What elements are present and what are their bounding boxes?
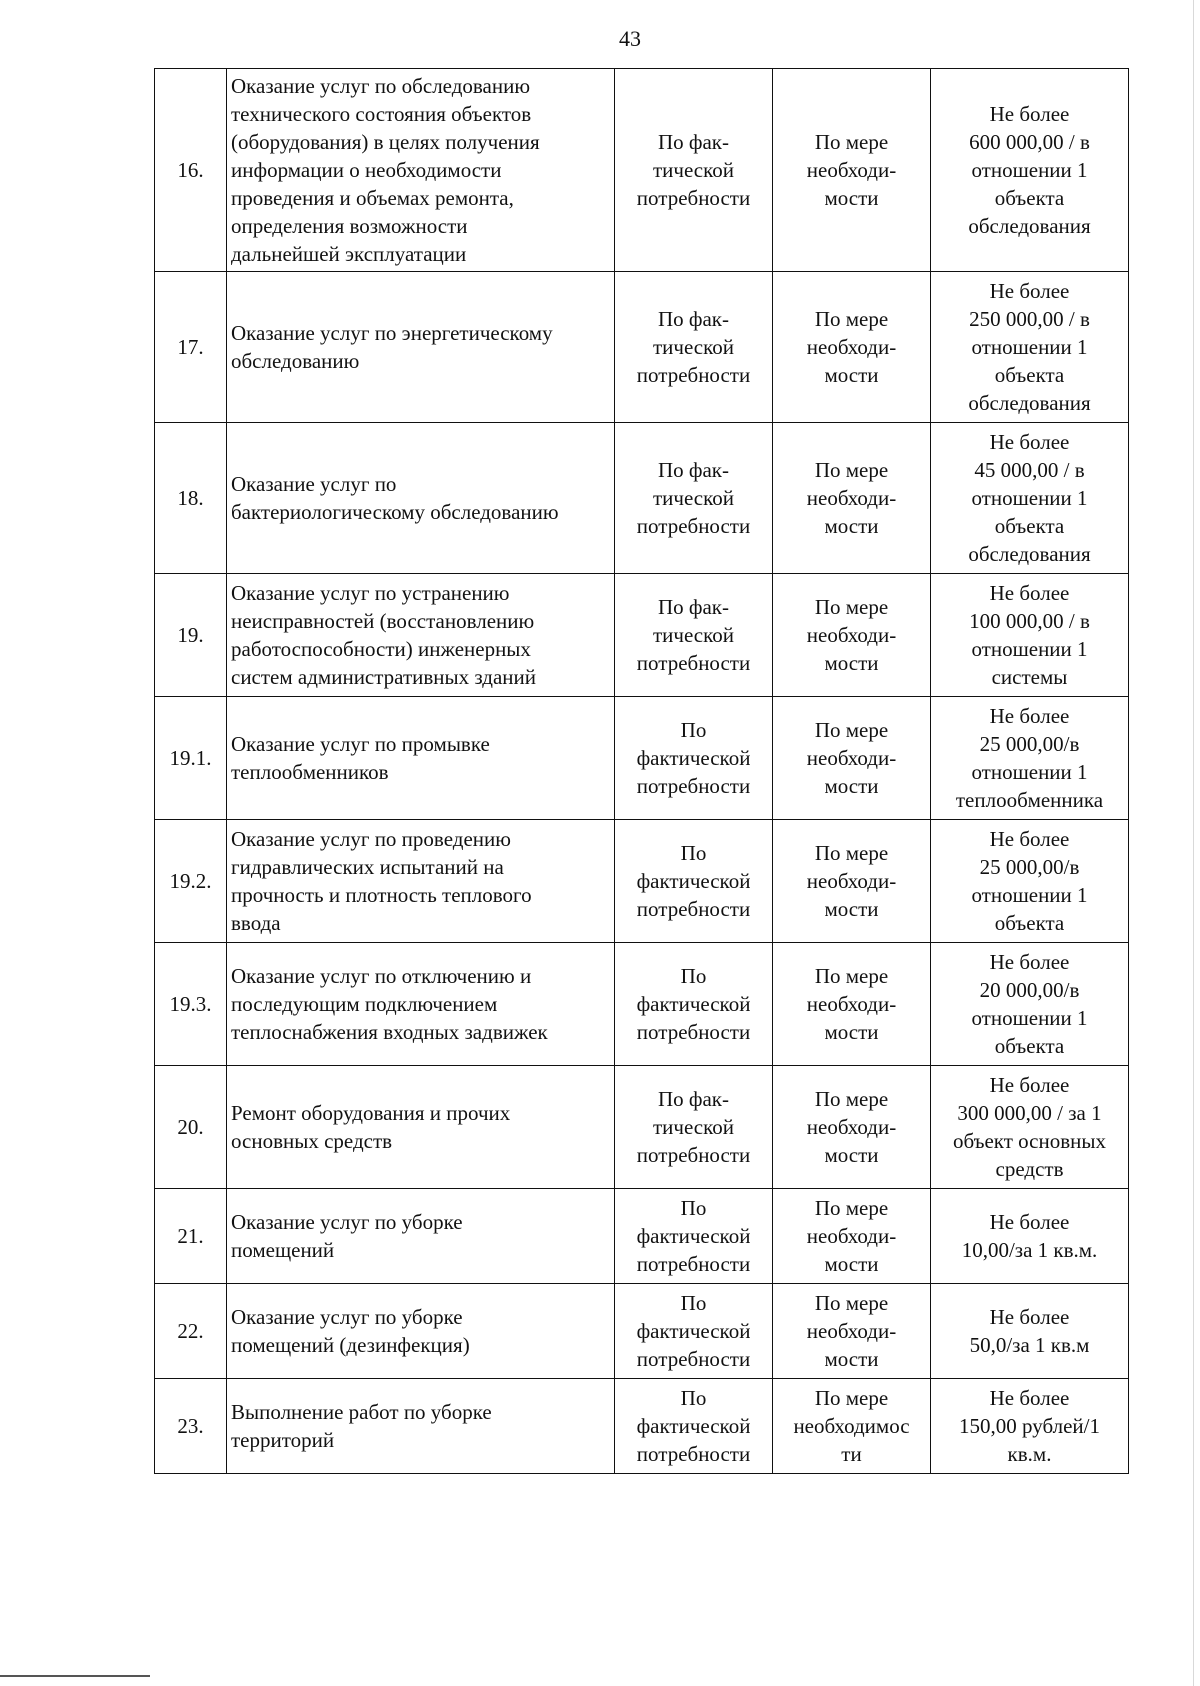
service-description: Оказание услуг по промывке теплообменников xyxy=(227,697,615,820)
table-row xyxy=(155,1189,1129,1284)
service-price-limit: Не более 45 000,00 / в отношении 1 объекта обследования xyxy=(931,423,1129,574)
service-frequency: По фактической потребности xyxy=(615,1189,773,1284)
bottom-scan-line xyxy=(0,1675,150,1677)
table-row xyxy=(155,574,1129,697)
services-table xyxy=(154,68,1129,1474)
table-row xyxy=(155,943,1129,1066)
service-timing: По мере необходи- мости xyxy=(773,1189,931,1284)
service-price-limit: Не более 300 000,00 / за 1 объект основных средств xyxy=(931,1066,1129,1189)
service-price-limit: Не более 25 000,00/в отношении 1 объекта xyxy=(931,820,1129,943)
row-number: 18. xyxy=(155,423,227,574)
service-timing: По мере необходи- мости xyxy=(773,1066,931,1189)
row-number: 23. xyxy=(155,1379,227,1474)
service-frequency: По фак- тической потребности xyxy=(615,423,773,574)
service-price-limit: Не более 150,00 рублей/1 кв.м. xyxy=(931,1379,1129,1474)
table-row xyxy=(155,69,1129,272)
service-timing: По мере необходи- мости xyxy=(773,423,931,574)
row-number: 21. xyxy=(155,1189,227,1284)
row-number: 17. xyxy=(155,272,227,423)
service-timing: По мере необходи- мости xyxy=(773,697,931,820)
service-description: Оказание услуг по устранению неисправностей (восстановлению работоспособности) инженерных систем административных зданий xyxy=(227,574,615,697)
service-price-limit: Не более 25 000,00/в отношении 1 теплообменника xyxy=(931,697,1129,820)
service-timing: По мере необходимос ти xyxy=(773,1379,931,1474)
table-row xyxy=(155,1379,1129,1474)
service-timing: По мере необходи- мости xyxy=(773,1284,931,1379)
service-timing: По мере необходи- мости xyxy=(773,943,931,1066)
service-frequency: По фактической потребности xyxy=(615,943,773,1066)
row-number: 19.1. xyxy=(155,697,227,820)
service-frequency: По фак- тической потребности xyxy=(615,574,773,697)
service-frequency: По фак- тической потребности xyxy=(615,69,773,272)
service-timing: По мере необходи- мости xyxy=(773,69,931,272)
service-price-limit: Не более 600 000,00 / в отношении 1 объекта обследования xyxy=(931,69,1129,272)
service-description: Оказание услуг по отключению и последующим подключением теплоснабжения входных задвижек xyxy=(227,943,615,1066)
service-timing: По мере необходи- мости xyxy=(773,574,931,697)
service-frequency: По фак- тической потребности xyxy=(615,1066,773,1189)
service-description: Оказание услуг по уборке помещений (дезинфекция) xyxy=(227,1284,615,1379)
row-number: 22. xyxy=(155,1284,227,1379)
row-number: 19. xyxy=(155,574,227,697)
row-number: 19.3. xyxy=(155,943,227,1066)
service-frequency: По фактической потребности xyxy=(615,1284,773,1379)
service-price-limit: Не более 50,0/за 1 кв.м xyxy=(931,1284,1129,1379)
service-price-limit: Не более 20 000,00/в отношении 1 объекта xyxy=(931,943,1129,1066)
service-frequency: По фактической потребности xyxy=(615,697,773,820)
service-price-limit: Не более 250 000,00 / в отношении 1 объекта обследования xyxy=(931,272,1129,423)
service-description: Оказание услуг по проведению гидравлических испытаний на прочность и плотность теплового ввода xyxy=(227,820,615,943)
service-description: Ремонт оборудования и прочих основных средств xyxy=(227,1066,615,1189)
service-price-limit: Не более 100 000,00 / в отношении 1 системы xyxy=(931,574,1129,697)
service-frequency: По фактической потребности xyxy=(615,820,773,943)
service-timing: По мере необходи- мости xyxy=(773,820,931,943)
service-price-limit: Не более 10,00/за 1 кв.м. xyxy=(931,1189,1129,1284)
table-row xyxy=(155,423,1129,574)
row-number: 16. xyxy=(155,69,227,272)
table-row xyxy=(155,1066,1129,1189)
row-number: 19.2. xyxy=(155,820,227,943)
service-description: Оказание услуг по энергетическому обследованию xyxy=(227,272,615,423)
table-row xyxy=(155,820,1129,943)
row-number: 20. xyxy=(155,1066,227,1189)
service-description: Оказание услуг по бактериологическому обследованию xyxy=(227,423,615,574)
table-row xyxy=(155,1284,1129,1379)
service-description: Выполнение работ по уборке территорий xyxy=(227,1379,615,1474)
service-description: Оказание услуг по обследованию технического состояния объектов (оборудования) в целях получения информации о необходимости проведения и объемах ремонта, определения возможности дальнейшей эксплуатации xyxy=(227,69,615,272)
table-row xyxy=(155,272,1129,423)
service-frequency: По фактической потребности xyxy=(615,1379,773,1474)
service-description: Оказание услуг по уборке помещений xyxy=(227,1189,615,1284)
page-number: 43 xyxy=(619,26,641,51)
service-frequency: По фак- тической потребности xyxy=(615,272,773,423)
table-row xyxy=(155,697,1129,820)
service-timing: По мере необходи- мости xyxy=(773,272,931,423)
scan-edge xyxy=(1193,0,1194,1686)
